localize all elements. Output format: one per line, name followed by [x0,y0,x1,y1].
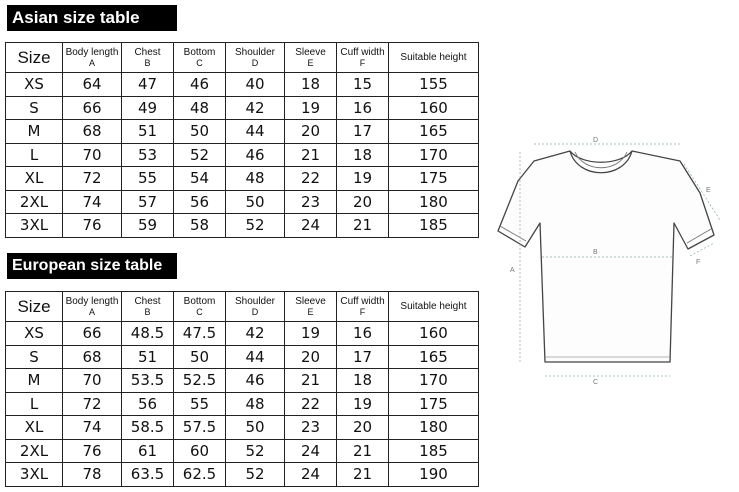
header-suitable-height: Suitable height [389,292,479,322]
table-cell: 63.5 [122,463,174,487]
table-cell: 165 [389,120,479,144]
table-cell: 66 [63,322,122,346]
table-cell: 21 [337,214,389,238]
table-cell: 22 [285,392,337,416]
european-size-table-title: European size table [7,253,177,279]
table-cell: 175 [389,392,479,416]
size-cell: S [6,96,63,120]
table-cell: 24 [285,214,337,238]
table-cell: 22 [285,167,337,191]
size-cell: S [6,345,63,369]
table-cell: 170 [389,369,479,393]
header-shoulder: Shoulder D [226,43,285,73]
table-row [6,190,479,214]
table-cell: 165 [389,345,479,369]
table-cell: 170 [389,143,479,167]
table-cell: 76 [63,439,122,463]
size-cell: M [6,120,63,144]
table-cell: 175 [389,167,479,191]
table-cell: 55 [174,392,226,416]
asian-size-table [5,42,479,238]
header-body-length: Body length A [63,43,122,73]
table-cell: 185 [389,439,479,463]
table-cell: 24 [285,439,337,463]
table-cell: 60 [174,439,226,463]
table-cell: 17 [337,345,389,369]
table-cell: 52 [226,214,285,238]
size-cell: 3XL [6,214,63,238]
header-sleeve: Sleeve E [285,292,337,322]
table-cell: 44 [226,120,285,144]
table-cell: 51 [122,345,174,369]
table-cell: 52.5 [174,369,226,393]
table-cell: 59 [122,214,174,238]
table-cell: 46 [226,369,285,393]
header-chest: Chest B [122,43,174,73]
table-cell: 24 [285,463,337,487]
table-cell: 49 [122,96,174,120]
table-cell: 66 [63,96,122,120]
header-bottom: Bottom C [174,43,226,73]
table-header-row [6,292,479,322]
table-row [6,345,479,369]
table-header-row [6,43,479,73]
table-cell: 68 [63,345,122,369]
european-size-table [5,291,479,487]
table-row [6,73,479,97]
table-cell: 48 [226,167,285,191]
label-a: A [510,267,515,274]
table-cell: 72 [63,167,122,191]
table-cell: 56 [122,392,174,416]
table-cell: 21 [285,369,337,393]
table-cell: 57.5 [174,416,226,440]
table-cell: 48.5 [122,322,174,346]
table-cell: 180 [389,190,479,214]
table-cell: 16 [337,322,389,346]
table-row [6,143,479,167]
table-cell: 47.5 [174,322,226,346]
table-cell: 160 [389,96,479,120]
tshirt-outline [498,151,714,362]
table-cell: 58.5 [122,416,174,440]
table-cell: 52 [174,143,226,167]
table-cell: 61 [122,439,174,463]
table-cell: 50 [226,416,285,440]
table-cell: 160 [389,322,479,346]
table-cell: 53 [122,143,174,167]
table-row [6,392,479,416]
table-row [6,322,479,346]
table-cell: 62.5 [174,463,226,487]
table-cell: 53.5 [122,369,174,393]
table-cell: 57 [122,190,174,214]
header-size: Size [6,292,63,322]
table-cell: 58 [174,214,226,238]
label-e: E [706,187,711,194]
table-cell: 21 [337,463,389,487]
table-cell: 46 [226,143,285,167]
table-row [6,120,479,144]
table-row [6,439,479,463]
table-cell: 15 [337,73,389,97]
table-cell: 52 [226,463,285,487]
table-cell: 17 [337,120,389,144]
table-cell: 19 [285,96,337,120]
label-b: B [593,249,598,256]
table-cell: 64 [63,73,122,97]
table-cell: 23 [285,416,337,440]
table-row [6,416,479,440]
table-cell: 42 [226,322,285,346]
header-chest: Chest B [122,292,174,322]
table-cell: 20 [285,120,337,144]
table-cell: 70 [63,143,122,167]
table-cell: 19 [337,167,389,191]
table-cell: 48 [226,392,285,416]
table-cell: 50 [174,120,226,144]
label-c: C [593,379,599,386]
header-cuff-width: Cuff width F [337,43,389,73]
table-cell: 19 [285,322,337,346]
header-body-length: Body length A [63,292,122,322]
table-cell: 20 [337,416,389,440]
table-cell: 51 [122,120,174,144]
header-bottom: Bottom C [174,292,226,322]
header-suitable-height: Suitable height [389,43,479,73]
table-cell: 40 [226,73,285,97]
table-cell: 55 [122,167,174,191]
table-cell: 21 [337,439,389,463]
table-cell: 47 [122,73,174,97]
asian-size-table-title: Asian size table [7,5,177,31]
header-cuff-width: Cuff width F [337,292,389,322]
size-cell: L [6,143,63,167]
table-cell: 21 [285,143,337,167]
table-cell: 46 [174,73,226,97]
header-shoulder: Shoulder D [226,292,285,322]
table-cell: 180 [389,416,479,440]
tshirt-measurement-diagram [492,130,732,400]
table-cell: 50 [226,190,285,214]
size-cell: 2XL [6,190,63,214]
size-cell: XS [6,73,63,97]
table-cell: 18 [285,73,337,97]
table-cell: 23 [285,190,337,214]
size-cell: L [6,392,63,416]
header-sleeve: Sleeve E [285,43,337,73]
label-d: D [593,137,599,144]
table-cell: 42 [226,96,285,120]
table-cell: 74 [63,190,122,214]
size-cell: XS [6,322,63,346]
table-cell: 48 [174,96,226,120]
table-row [6,214,479,238]
table-cell: 52 [226,439,285,463]
table-row [6,167,479,191]
table-cell: 44 [226,345,285,369]
table-cell: 68 [63,120,122,144]
header-size: Size [6,43,63,73]
table-cell: 20 [337,190,389,214]
label-f: F [696,259,701,266]
table-cell: 185 [389,214,479,238]
size-cell: 2XL [6,439,63,463]
table-row [6,369,479,393]
table-cell: 76 [63,214,122,238]
table-cell: 20 [285,345,337,369]
size-cell: 3XL [6,463,63,487]
table-cell: 155 [389,73,479,97]
size-cell: XL [6,167,63,191]
table-cell: 56 [174,190,226,214]
table-cell: 72 [63,392,122,416]
table-cell: 16 [337,96,389,120]
table-row [6,96,479,120]
table-cell: 19 [337,392,389,416]
table-cell: 50 [174,345,226,369]
table-cell: 70 [63,369,122,393]
table-cell: 18 [337,369,389,393]
table-cell: 18 [337,143,389,167]
table-cell: 54 [174,167,226,191]
table-cell: 78 [63,463,122,487]
table-row [6,463,479,487]
size-cell: XL [6,416,63,440]
table-cell: 74 [63,416,122,440]
size-cell: M [6,369,63,393]
table-cell: 190 [389,463,479,487]
